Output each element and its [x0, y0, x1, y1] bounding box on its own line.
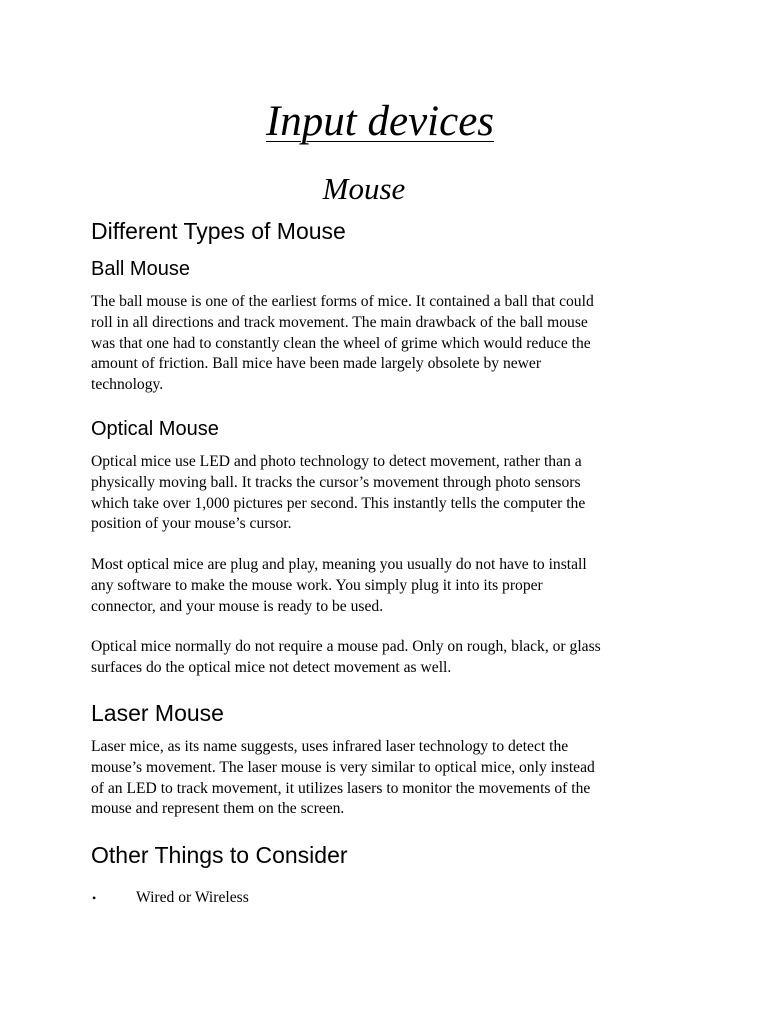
- heading-optical-mouse: Optical Mouse: [91, 418, 219, 440]
- paragraph-laser-mouse: [91, 737, 671, 820]
- heading-other-things: Other Things to Consider: [91, 842, 348, 868]
- paragraph-line: roll in all directions and track movement. The main drawback of the ball mouse: [91, 313, 588, 331]
- paragraph-line: Optical mice normally do not require a mouse pad. Only on rough, black, or glass: [91, 638, 601, 655]
- page-subtitle: Mouse: [322, 171, 406, 206]
- section-heading-types: Different Types of Mouse: [91, 218, 346, 244]
- bullet-icon: •: [92, 891, 97, 905]
- paragraph-line: Laser mice, as its name suggests, uses infrared laser technology to detect the: [91, 738, 569, 755]
- paragraph-line: which take over 1,000 pictures per second. This instantly tells the computer the: [91, 494, 586, 512]
- page-title: Input devices: [265, 98, 495, 145]
- paragraph-line: Optical mice use LED and photo technology to detect movement, rather than a: [91, 453, 582, 470]
- paragraph-line: physically moving ball. It tracks the cursor’s movement through photo sensors: [91, 473, 581, 491]
- paragraph-line: of an LED to track movement, it utilizes lasers to monitor the movements of the: [91, 779, 591, 797]
- paragraph-line: any software to make the mouse work. You simply plug it into its proper: [91, 576, 543, 594]
- paragraph-line: connector, and your mouse is ready to be used.: [91, 597, 384, 615]
- paragraph-ball-mouse: [91, 292, 671, 396]
- list-item: [91, 888, 249, 908]
- paragraph-line: technology.: [91, 376, 164, 394]
- paragraph-line: amount of friction. Ball mice have been made largely obsolete by newer: [91, 355, 542, 373]
- paragraph-line: The ball mouse is one of the earliest forms of mice. It contained a ball that could: [91, 293, 594, 310]
- list-item-text: Wired or Wireless: [136, 889, 249, 906]
- heading-laser-mouse: Laser Mouse: [91, 700, 224, 726]
- paragraph-line: position of your mouse’s cursor.: [91, 515, 292, 533]
- heading-ball-mouse: Ball Mouse: [91, 258, 190, 280]
- paragraph-line: mouse and represent them on the screen.: [91, 800, 345, 818]
- paragraph-optical-mouse-1: [91, 452, 671, 535]
- paragraph-optical-mouse-2: [91, 555, 671, 617]
- paragraph-line: Most optical mice are plug and play, meaning you usually do not have to install: [91, 556, 587, 573]
- paragraph-optical-mouse-3: [91, 637, 671, 679]
- paragraph-line: mouse’s movement. The laser mouse is very similar to optical mice, only instead: [91, 758, 595, 776]
- paragraph-line: surfaces do the optical mice not detect movement as well.: [91, 658, 452, 676]
- paragraph-line: was that one had to constantly clean the wheel of grime which would reduce the: [91, 334, 591, 352]
